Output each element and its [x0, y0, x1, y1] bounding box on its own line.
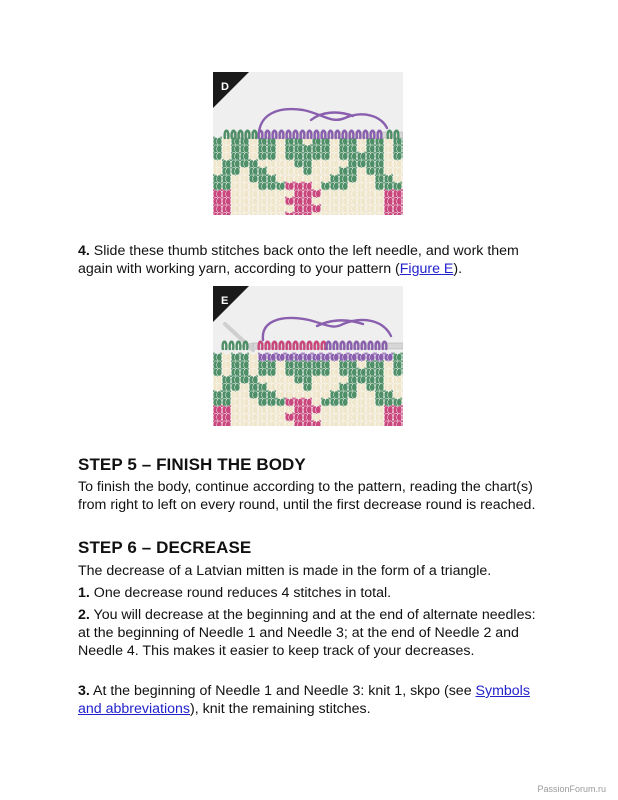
figure-e — [213, 286, 403, 426]
item-2-text: You will decrease at the beginning and at the end of alternate needles: at the beginning of Needle 1 and Needle 3; at the end of Needle 2 and Needle 4. This makes it easier to keep track of your decreases. — [78, 607, 536, 659]
item-3-text: At the beginning of Needle 1 and Needle 3: knit 1, skpo (see — [89, 683, 476, 699]
step-4-text: Slide these thumb stitches back onto the left needle, and work them again with working yarn, according to your pattern ( — [78, 243, 519, 277]
figure-e-label: E — [221, 295, 229, 307]
item-1-number: 1. — [78, 585, 90, 601]
step-6-item-3 — [78, 682, 548, 718]
figure-d-label: D — [221, 81, 229, 93]
step-4-text-end: ). — [453, 261, 463, 277]
figure-e-illustration — [213, 286, 403, 426]
symbols-abbreviations-link[interactable]: Symbols and abbreviations — [78, 683, 530, 717]
figure-d-illustration — [213, 72, 403, 215]
step-6-item-1 — [78, 584, 548, 602]
figure-e-link[interactable]: Figure E — [399, 261, 454, 277]
step-6-item-2 — [78, 606, 548, 660]
step-4-paragraph — [78, 242, 548, 278]
item-3-number: 3. — [78, 683, 90, 699]
step-6-intro: The decrease of a Latvian mitten is made in the form of a triangle. — [78, 563, 492, 579]
watermark: PassionForum.ru — [537, 784, 606, 794]
step-4-number: 4. — [78, 243, 90, 259]
figure-d — [213, 72, 403, 215]
item-2-number: 2. — [78, 607, 90, 623]
step-5-heading: STEP 5 – FINISH THE BODY — [78, 455, 306, 474]
item-3-text-end: ), knit the remaining stitches. — [190, 701, 371, 717]
step-5-paragraph: To finish the body, continue according to the pattern, reading the chart(s) from right to left on every round, until the first decrease round is reached. — [78, 479, 536, 513]
item-1-text: One decrease round reduces 4 stitches in total. — [89, 585, 392, 601]
step-6-heading: STEP 6 – DECREASE — [78, 538, 252, 557]
